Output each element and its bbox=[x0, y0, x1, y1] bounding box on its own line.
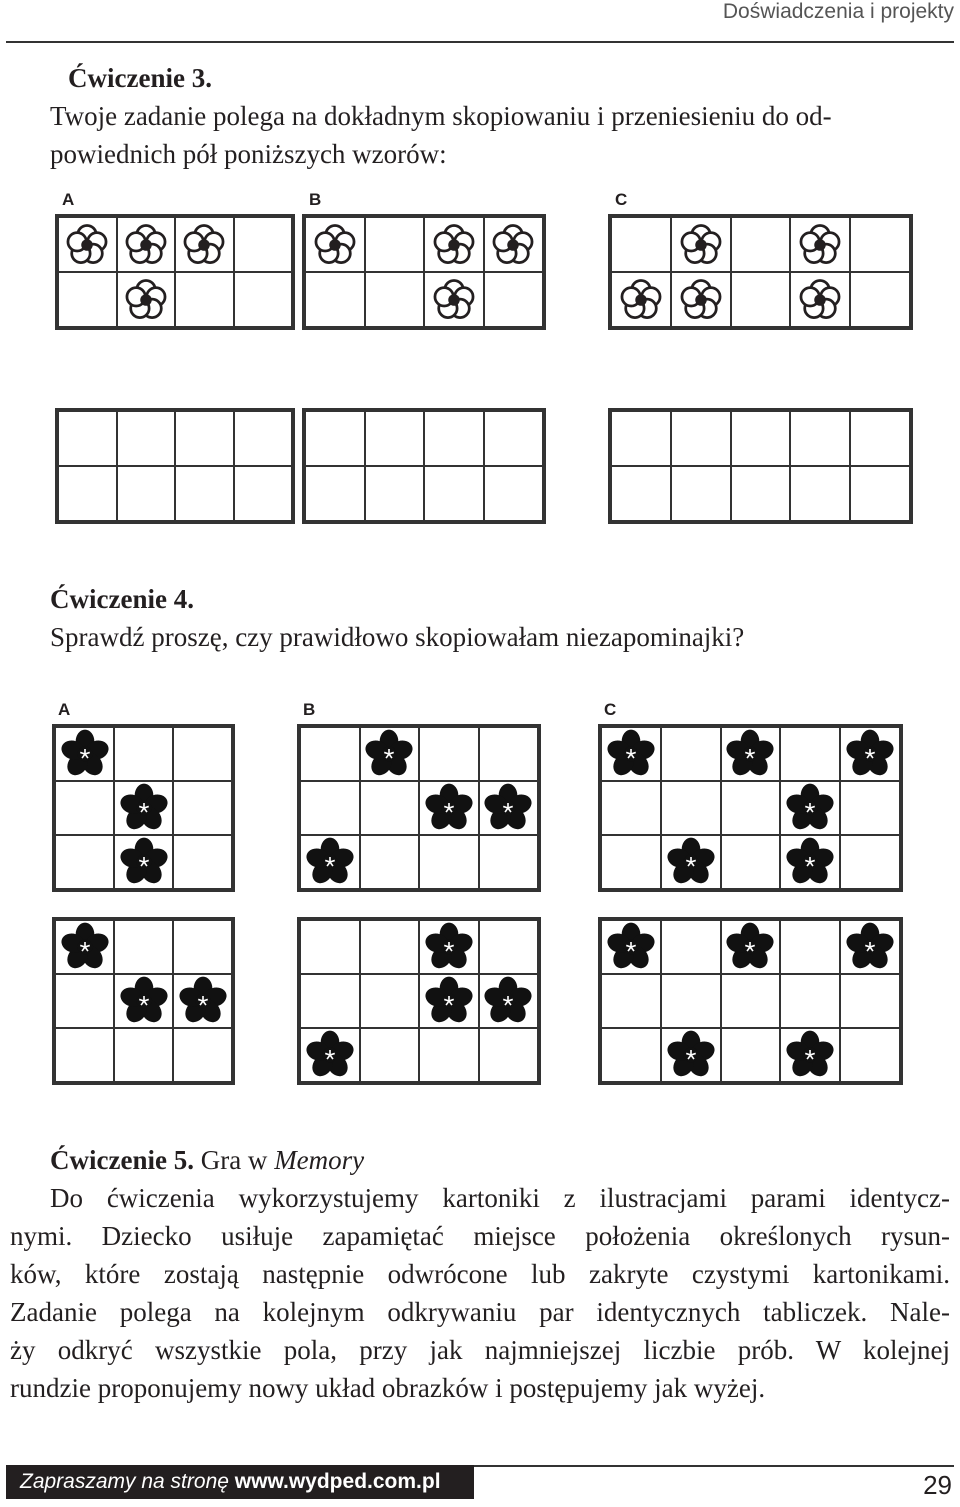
grid-cell[interactable] bbox=[360, 1028, 420, 1082]
grid-cell[interactable] bbox=[671, 272, 731, 327]
footer-banner bbox=[6, 1465, 474, 1499]
grid-cell[interactable] bbox=[55, 781, 114, 835]
ex3-text-line-1: Twoje zadanie polega na dokładnym skopiowaniu i przeniesieniu do od- bbox=[50, 101, 832, 131]
grid-cell[interactable] bbox=[55, 1028, 114, 1082]
grid-cell[interactable] bbox=[114, 781, 173, 835]
flower-outline-icon bbox=[618, 277, 664, 323]
grid-cell[interactable] bbox=[234, 411, 293, 466]
forget-me-not-icon bbox=[424, 783, 474, 833]
forget-me-not-icon bbox=[424, 976, 474, 1026]
grid-cell[interactable] bbox=[484, 466, 544, 521]
ex5-text-line: ży odkryć wszystkie pola, przy jak najmniejszej liczbie prób. W kolejnej bbox=[10, 1335, 950, 1365]
forget-me-not-icon bbox=[119, 783, 169, 833]
flower-outline-icon bbox=[123, 222, 169, 268]
ex5-title-italic: Memory bbox=[274, 1145, 365, 1175]
grid-cell[interactable] bbox=[424, 411, 484, 466]
pattern-label: B bbox=[303, 700, 316, 719]
ex5-text-line: Do ćwiczenia wykorzystujemy kartoniki z ilustracjami parami identycz- bbox=[50, 1183, 950, 1213]
ex3-pattern-grid bbox=[608, 214, 913, 330]
flower-outline-icon bbox=[312, 222, 358, 268]
ex3-text-line-2: powiednich pół poniższych wzorów: bbox=[50, 139, 447, 169]
grid-cell[interactable] bbox=[850, 411, 910, 466]
forget-me-not-icon bbox=[305, 1030, 355, 1080]
grid-cell[interactable] bbox=[671, 411, 731, 466]
ex4-copy-grid bbox=[598, 917, 903, 1085]
grid-cell[interactable] bbox=[840, 835, 900, 889]
grid-cell[interactable] bbox=[424, 466, 484, 521]
grid-cell[interactable] bbox=[175, 466, 234, 521]
grid-cell[interactable] bbox=[661, 920, 721, 974]
grid-cell[interactable] bbox=[780, 974, 840, 1028]
grid-cell[interactable] bbox=[479, 835, 539, 889]
grid-cell[interactable] bbox=[479, 781, 539, 835]
grid-cell[interactable] bbox=[479, 727, 539, 781]
grid-cell[interactable] bbox=[780, 1028, 840, 1082]
grid-cell[interactable] bbox=[55, 974, 114, 1028]
grid-cell[interactable] bbox=[117, 272, 176, 327]
grid-cell[interactable] bbox=[305, 411, 365, 466]
grid-cell[interactable] bbox=[424, 217, 484, 272]
grid-cell[interactable] bbox=[850, 217, 910, 272]
grid-cell[interactable] bbox=[840, 781, 900, 835]
grid-cell[interactable] bbox=[731, 217, 791, 272]
forget-me-not-icon bbox=[785, 1030, 835, 1080]
pattern-label: C bbox=[604, 700, 617, 719]
ex5-title-number: Ćwiczenie 5. bbox=[50, 1145, 194, 1175]
forget-me-not-icon bbox=[785, 783, 835, 833]
grid-cell[interactable] bbox=[234, 217, 293, 272]
forget-me-not-icon bbox=[666, 1030, 716, 1080]
grid-cell[interactable] bbox=[601, 974, 661, 1028]
forget-me-not-icon bbox=[845, 729, 895, 779]
ex3-copy-grid bbox=[55, 408, 295, 524]
grid-cell[interactable] bbox=[721, 835, 781, 889]
grid-cell[interactable] bbox=[365, 272, 425, 327]
ex3-pattern-grid bbox=[55, 214, 295, 330]
grid-cell[interactable] bbox=[58, 411, 117, 466]
grid-cell[interactable] bbox=[305, 466, 365, 521]
ex3-title: Ćwiczenie 3. bbox=[68, 63, 212, 93]
forget-me-not-icon bbox=[364, 729, 414, 779]
grid-cell[interactable] bbox=[790, 272, 850, 327]
footer-invite: Zapraszamy na stronę bbox=[20, 1470, 229, 1493]
grid-cell[interactable] bbox=[419, 835, 479, 889]
flower-outline-icon bbox=[797, 222, 843, 268]
forget-me-not-icon bbox=[725, 729, 775, 779]
grid-cell[interactable] bbox=[58, 272, 117, 327]
ex5-title bbox=[50, 1141, 364, 1179]
grid-cell[interactable] bbox=[601, 920, 661, 974]
grid-cell[interactable] bbox=[780, 727, 840, 781]
forget-me-not-icon bbox=[178, 976, 228, 1026]
grid-cell[interactable] bbox=[601, 835, 661, 889]
grid-cell[interactable] bbox=[55, 920, 114, 974]
grid-cell[interactable] bbox=[840, 974, 900, 1028]
grid-cell[interactable] bbox=[117, 466, 176, 521]
forget-me-not-icon bbox=[785, 837, 835, 887]
grid-cell[interactable] bbox=[840, 920, 900, 974]
ex4-title: Ćwiczenie 4. bbox=[50, 584, 194, 614]
forget-me-not-icon bbox=[424, 922, 474, 972]
grid-cell[interactable] bbox=[661, 1028, 721, 1082]
grid-cell[interactable] bbox=[424, 272, 484, 327]
grid-cell[interactable] bbox=[117, 217, 176, 272]
flower-outline-icon bbox=[431, 277, 477, 323]
grid-cell[interactable] bbox=[58, 217, 117, 272]
flower-outline-icon bbox=[431, 222, 477, 268]
grid-cell[interactable] bbox=[419, 727, 479, 781]
flower-outline-icon bbox=[64, 222, 110, 268]
grid-cell[interactable] bbox=[840, 1028, 900, 1082]
grid-cell[interactable] bbox=[780, 781, 840, 835]
forget-me-not-icon bbox=[483, 783, 533, 833]
grid-cell[interactable] bbox=[175, 217, 234, 272]
grid-cell[interactable] bbox=[419, 781, 479, 835]
grid-cell[interactable] bbox=[479, 920, 539, 974]
grid-cell[interactable] bbox=[360, 920, 420, 974]
ex4-copy-grid bbox=[52, 917, 235, 1085]
grid-cell[interactable] bbox=[661, 835, 721, 889]
grid-cell[interactable] bbox=[365, 217, 425, 272]
ex4-copy-grid bbox=[297, 917, 541, 1085]
grid-cell[interactable] bbox=[173, 727, 232, 781]
grid-cell[interactable] bbox=[484, 411, 544, 466]
grid-cell[interactable] bbox=[234, 466, 293, 521]
flower-outline-icon bbox=[490, 222, 536, 268]
ex5-text-line: ków, które zostają następnie odwrócone lub zakryte czystymi kartonikami. bbox=[10, 1259, 950, 1289]
grid-cell[interactable] bbox=[601, 781, 661, 835]
flower-outline-icon bbox=[123, 277, 169, 323]
grid-cell[interactable] bbox=[671, 466, 731, 521]
grid-cell[interactable] bbox=[173, 835, 232, 889]
ex5-last-line: rundzie proponujemy nowy układ obrazków i postępujemy jak wyżej. bbox=[10, 1373, 766, 1403]
ex3-copy-grid bbox=[302, 408, 546, 524]
ex4-text-line-1: Sprawdź proszę, czy prawidłowo skopiowałam niezapominajki? bbox=[50, 622, 745, 652]
grid-cell[interactable] bbox=[780, 835, 840, 889]
grid-cell[interactable] bbox=[300, 974, 360, 1028]
forget-me-not-icon bbox=[119, 976, 169, 1026]
grid-cell[interactable] bbox=[173, 1028, 232, 1082]
grid-cell[interactable] bbox=[360, 781, 420, 835]
grid-cell[interactable] bbox=[721, 1028, 781, 1082]
pattern-label: A bbox=[62, 190, 75, 209]
grid-cell[interactable] bbox=[850, 272, 910, 327]
grid-cell[interactable] bbox=[611, 272, 671, 327]
flower-outline-icon bbox=[678, 222, 724, 268]
grid-cell[interactable] bbox=[601, 727, 661, 781]
grid-cell[interactable] bbox=[300, 781, 360, 835]
flower-outline-icon bbox=[797, 277, 843, 323]
ex5-text-line: Zadanie polega na kolejnym odkrywaniu par identycznych tabliczek. Nale- bbox=[10, 1297, 950, 1327]
ex5-text-line: nymi. Dziecko usiłuje zapamiętać miejsce położenia określonych rysun- bbox=[10, 1221, 950, 1251]
forget-me-not-icon bbox=[483, 976, 533, 1026]
grid-cell[interactable] bbox=[58, 466, 117, 521]
grid-cell[interactable] bbox=[300, 835, 360, 889]
grid-cell[interactable] bbox=[365, 411, 425, 466]
header-rule bbox=[6, 41, 954, 43]
pattern-label: B bbox=[309, 190, 322, 209]
grid-cell[interactable] bbox=[479, 1028, 539, 1082]
grid-cell[interactable] bbox=[114, 920, 173, 974]
grid-cell[interactable] bbox=[611, 466, 671, 521]
grid-cell[interactable] bbox=[173, 920, 232, 974]
pattern-label: A bbox=[58, 700, 71, 719]
grid-cell[interactable] bbox=[300, 727, 360, 781]
forget-me-not-icon bbox=[119, 837, 169, 887]
grid-cell[interactable] bbox=[479, 974, 539, 1028]
grid-cell[interactable] bbox=[721, 781, 781, 835]
grid-cell[interactable] bbox=[611, 411, 671, 466]
grid-cell[interactable] bbox=[671, 217, 731, 272]
grid-cell[interactable] bbox=[790, 466, 850, 521]
ex5-title-rest: Gra w bbox=[200, 1145, 268, 1175]
grid-cell[interactable] bbox=[234, 272, 293, 327]
grid-cell[interactable] bbox=[731, 272, 791, 327]
grid-cell[interactable] bbox=[484, 217, 544, 272]
grid-cell[interactable] bbox=[419, 1028, 479, 1082]
grid-cell[interactable] bbox=[731, 411, 791, 466]
grid-cell[interactable] bbox=[484, 272, 544, 327]
grid-cell[interactable] bbox=[175, 411, 234, 466]
grid-cell[interactable] bbox=[305, 272, 365, 327]
grid-cell[interactable] bbox=[790, 411, 850, 466]
forget-me-not-icon bbox=[60, 922, 110, 972]
page-number: 29 bbox=[923, 1470, 952, 1500]
forget-me-not-icon bbox=[725, 922, 775, 972]
grid-cell[interactable] bbox=[850, 466, 910, 521]
grid-cell[interactable] bbox=[661, 727, 721, 781]
grid-cell[interactable] bbox=[117, 411, 176, 466]
forget-me-not-icon bbox=[606, 922, 656, 972]
grid-cell[interactable] bbox=[611, 217, 671, 272]
grid-cell[interactable] bbox=[360, 835, 420, 889]
grid-cell[interactable] bbox=[721, 727, 781, 781]
forget-me-not-icon bbox=[845, 922, 895, 972]
flower-outline-icon bbox=[181, 222, 227, 268]
flower-outline-icon bbox=[678, 277, 724, 323]
grid-cell[interactable] bbox=[419, 920, 479, 974]
grid-cell[interactable] bbox=[55, 727, 114, 781]
pattern-label: C bbox=[615, 190, 628, 209]
ex3-pattern-grid bbox=[302, 214, 546, 330]
footer-url[interactable]: www.wydped.com.pl bbox=[234, 1470, 441, 1493]
grid-cell[interactable] bbox=[365, 466, 425, 521]
grid-cell[interactable] bbox=[55, 835, 114, 889]
forget-me-not-icon bbox=[305, 837, 355, 887]
grid-cell[interactable] bbox=[780, 920, 840, 974]
grid-cell[interactable] bbox=[114, 974, 173, 1028]
grid-cell[interactable] bbox=[173, 974, 232, 1028]
grid-cell[interactable] bbox=[360, 974, 420, 1028]
grid-cell[interactable] bbox=[661, 781, 721, 835]
ex4-original-grid bbox=[598, 724, 903, 892]
forget-me-not-icon bbox=[60, 729, 110, 779]
grid-cell[interactable] bbox=[601, 1028, 661, 1082]
grid-cell[interactable] bbox=[721, 920, 781, 974]
grid-cell[interactable] bbox=[175, 272, 234, 327]
ex4-original-grid bbox=[52, 724, 235, 892]
grid-cell[interactable] bbox=[305, 217, 365, 272]
grid-cell[interactable] bbox=[300, 920, 360, 974]
grid-cell[interactable] bbox=[840, 727, 900, 781]
grid-cell[interactable] bbox=[360, 727, 420, 781]
grid-cell[interactable] bbox=[790, 217, 850, 272]
forget-me-not-icon bbox=[666, 837, 716, 887]
grid-cell[interactable] bbox=[731, 466, 791, 521]
grid-cell[interactable] bbox=[721, 974, 781, 1028]
grid-cell[interactable] bbox=[300, 1028, 360, 1082]
ex4-original-grid bbox=[297, 724, 541, 892]
footer-rule bbox=[474, 1465, 954, 1467]
grid-cell[interactable] bbox=[419, 974, 479, 1028]
grid-cell[interactable] bbox=[114, 835, 173, 889]
grid-cell[interactable] bbox=[661, 974, 721, 1028]
page-header-label: Doświadczenia i projekty bbox=[722, 0, 954, 23]
forget-me-not-icon bbox=[606, 729, 656, 779]
ex3-copy-grid bbox=[608, 408, 913, 524]
grid-cell[interactable] bbox=[173, 781, 232, 835]
grid-cell[interactable] bbox=[114, 727, 173, 781]
grid-cell[interactable] bbox=[114, 1028, 173, 1082]
